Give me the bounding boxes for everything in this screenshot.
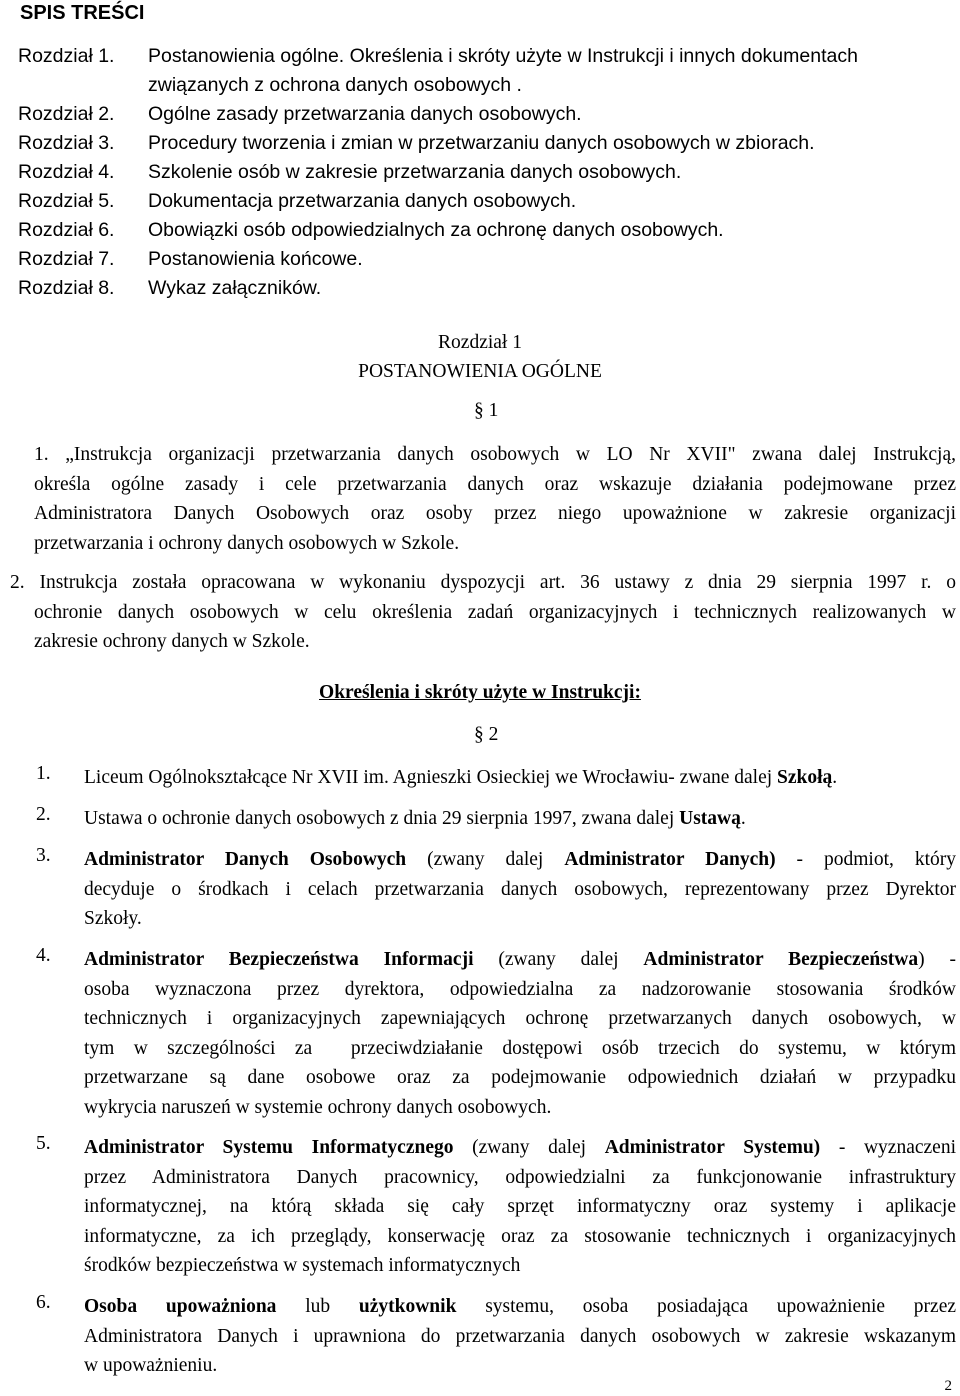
toc-chapter-number: Rozdział 7. xyxy=(18,248,115,270)
paragraph-line: przetwarzania i ochrony danych osobowych w Szkole. xyxy=(34,532,460,554)
section-number: 2 xyxy=(488,724,499,745)
definition-line: wykrycia naruszeń w systemie ochrony danych osobowych. xyxy=(84,1096,552,1118)
toc-chapter-number: Rozdział 6. xyxy=(18,219,115,241)
definition-item xyxy=(84,1292,956,1381)
paragraph-line: 2. Instrukcja została opracowana w wykonaniu dyspozycji art. 36 ustawy z dnia 29 sierpnia 1997 r. o xyxy=(10,572,956,593)
definition-line: technicznych i organizacyjnych zapewniających ochronę przetwarzanych danych osobowych, w xyxy=(84,1008,956,1029)
definition-line: przez Administratora Danych pracownicy, odpowiedzialni za funkcjonowanie infrastruktury xyxy=(84,1166,956,1188)
definition-number: 1. xyxy=(36,763,51,784)
definition-line: Administratora Danych i uprawniona do przetwarzania danych osobowych w zakresie wskazanym xyxy=(84,1325,956,1347)
definition-line: Osoba upoważniona lub użytkownik systemu, osoba posiadająca upoważnienie przez xyxy=(84,1296,957,1317)
paragraph-2 xyxy=(10,568,956,657)
definition-line: decyduje o środkach i celach przetwarzania danych osobowych, reprezentowany przez Dyrektor xyxy=(84,878,956,900)
definition-number: 6. xyxy=(36,1292,51,1313)
chapter-title: POSTANOWIENIA OGÓLNE xyxy=(358,361,602,382)
section-sign-icon: § xyxy=(474,724,484,745)
definition-item xyxy=(84,804,956,834)
definition-item xyxy=(84,763,956,793)
toc-chapter-title: Procedury tworzenia i zmian w przetwarzaniu danych osobowych w zbiorach. xyxy=(148,132,815,154)
toc-chapter-number: Rozdział 3. xyxy=(18,132,115,154)
toc-chapter-number: Rozdział 5. xyxy=(18,190,115,212)
definition-line: Liceum Ogólnokształcące Nr XVII im. Agnieszki Osieckiej we Wrocławiu- zwane dalej Szkołą. xyxy=(84,767,838,788)
definition-number: 3. xyxy=(36,845,51,866)
toc-chapter-number: Rozdział 1. xyxy=(18,45,115,67)
definition-line: środków bezpieczeństwa w systemach informatycznych xyxy=(84,1255,521,1276)
definition-line: Szkoły. xyxy=(84,908,142,929)
toc-chapter-title: Ogólne zasady przetwarzania danych osobowych. xyxy=(148,103,582,125)
toc-chapter-title: Wykaz załączników. xyxy=(148,277,322,299)
definition-item xyxy=(84,845,956,934)
toc-chapter-title: Postanowienia ogólne. Określenia i skróty użyte w Instrukcji i innych dokumentach xyxy=(148,45,858,67)
toc-chapter-number: Rozdział 2. xyxy=(18,103,115,125)
definition-item xyxy=(84,945,956,1122)
paragraph-1 xyxy=(34,440,956,558)
toc-chapter-number: Rozdział 4. xyxy=(18,161,115,183)
paragraph-line: zakresie ochrony danych w Szkole. xyxy=(34,631,310,652)
paragraph-line: ochronie danych osobowych w celu określenia zadań organizacyjnych i technicznych realizowanych w xyxy=(34,601,956,623)
definition-item xyxy=(84,1133,956,1281)
definition-line: Ustawa o ochronie danych osobowych z dnia 29 sierpnia 1997, zwana dalej Ustawą. xyxy=(84,808,746,829)
definitions-heading: Określenia i skróty użyte w Instrukcji: xyxy=(319,682,641,703)
definition-line: Administrator Bezpieczeństwa Informacji (zwany dalej Administrator Bezpieczeństwa) - xyxy=(84,949,956,970)
toc-title: SPIS TREŚCI xyxy=(20,2,145,24)
paragraph-number: 1. xyxy=(34,444,49,465)
definition-number: 2. xyxy=(36,804,51,825)
section-heading-1 xyxy=(474,400,498,422)
section-number: 1 xyxy=(488,400,499,421)
section-heading-2 xyxy=(474,724,498,746)
paragraph-line: Administratora Danych Osobowych oraz osoby przez niego upoważnione w zakresie organizacji xyxy=(34,503,956,524)
toc-chapter-title: Postanowienia końcowe. xyxy=(148,248,363,270)
definition-line: Administrator Systemu Informatycznego (zwany dalej Administrator Systemu) - wyznaczeni xyxy=(84,1137,956,1158)
definition-line: informatyczne, za ich przeglądy, konserwację oraz za stosowanie technicznych i organizacyjnych xyxy=(84,1225,956,1247)
chapter-label: Rozdział 1 xyxy=(438,332,522,353)
paragraph-line: 1. „Instrukcja organizacji przetwarzania danych osobowych w LO Nr XVII" zwana dalej Instrukcją, xyxy=(34,444,957,465)
section-sign-icon: § xyxy=(474,400,484,421)
page-number: 2 xyxy=(944,1378,952,1394)
definition-line: Administrator Danych Osobowych (zwany dalej Administrator Danych) - podmiot, który xyxy=(84,849,956,870)
paragraph-number: 2. xyxy=(10,572,25,593)
definition-number: 5. xyxy=(36,1133,51,1154)
definition-line: przetwarzane są dane osobowe oraz za podejmowanie odpowiednich działań w przypadku xyxy=(84,1067,956,1088)
toc-chapter-title: Szkolenie osób w zakresie przetwarzania danych osobowych. xyxy=(148,161,682,183)
toc-chapter-title: Obowiązki osób odpowiedzialnych za ochronę danych osobowych. xyxy=(148,219,724,241)
toc-chapter-title: Dokumentacja przetwarzania danych osobowych. xyxy=(148,190,577,212)
definition-line: w upoważnieniu. xyxy=(84,1355,218,1376)
toc-chapter-title: związanych z ochrona danych osobowych . xyxy=(148,74,522,96)
toc-chapter-number: Rozdział 8. xyxy=(18,277,115,299)
definition-line: osoba wyznaczona przez dyrektora, odpowiedzialna za nadzorowanie stosowania środków xyxy=(84,978,956,1000)
definition-line: informatycznej, na którą składa się cały sprzęt informatyczny oraz systemy i aplikacje xyxy=(84,1196,956,1217)
paragraph-line: określa ogólne zasady i cele przetwarzania danych oraz wskazuje działania podejmowane przez xyxy=(34,473,956,495)
definition-number: 4. xyxy=(36,945,51,966)
definition-line: tym w szczególności za przeciwdziałanie dostępowi osób trzecich do systemu, w którym xyxy=(84,1037,956,1059)
